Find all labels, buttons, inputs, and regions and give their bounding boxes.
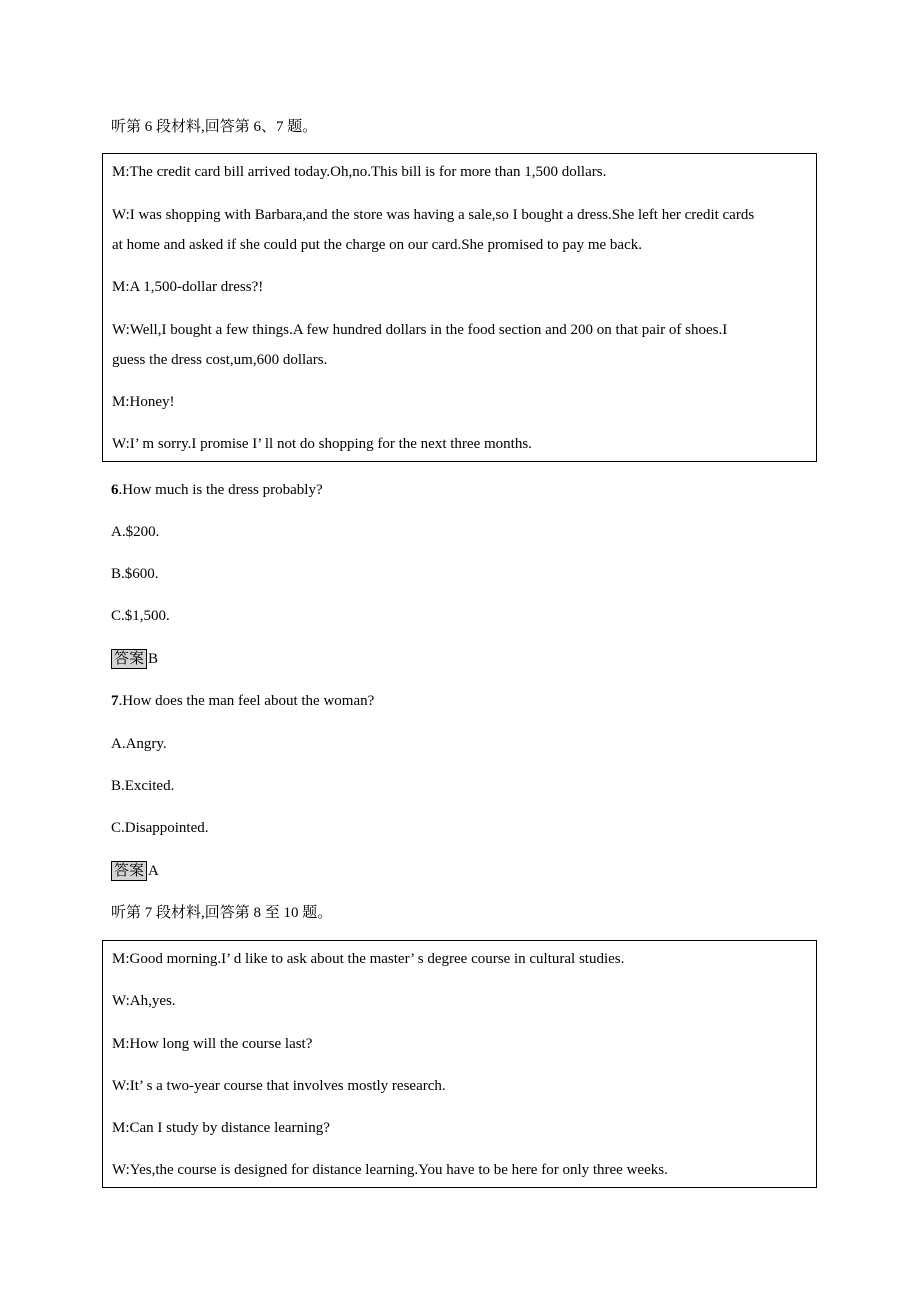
answer-badge: 答案 bbox=[111, 861, 147, 881]
option-c: C.$1,500. bbox=[111, 608, 170, 624]
question-text: .How much is the dress probably? bbox=[118, 482, 323, 498]
answer-6 bbox=[111, 649, 158, 669]
transcript-line: W:It’ s a two-year course that involves mostly research. bbox=[112, 1078, 446, 1094]
transcript-line: M:A 1,500-dollar dress?! bbox=[112, 279, 264, 295]
transcript-line: W:Yes,the course is designed for distance learning.You have to be here for only three weeks. bbox=[112, 1162, 668, 1178]
transcript-line: M:Honey! bbox=[112, 394, 175, 410]
section-6-heading: 听第 6 段材料,回答第 6、7 题。 bbox=[111, 119, 318, 135]
transcript-line: M:Can I study by distance learning? bbox=[112, 1120, 330, 1136]
section-6-transcript-box bbox=[102, 153, 817, 462]
transcript-line: M:How long will the course last? bbox=[112, 1036, 313, 1052]
question-number: 6 bbox=[111, 482, 119, 498]
transcript-line: W:I’ m sorry.I promise I’ ll not do shopping for the next three months. bbox=[112, 436, 532, 452]
answer-badge: 答案 bbox=[111, 649, 147, 669]
transcript-line: guess the dress cost,um,600 dollars. bbox=[112, 352, 328, 368]
section-7-heading: 听第 7 段材料,回答第 8 至 10 题。 bbox=[111, 905, 333, 921]
option-b: B.Excited. bbox=[111, 778, 175, 794]
answer-7 bbox=[111, 861, 159, 881]
transcript-line: W:Well,I bought a few things.A few hundred dollars in the food section and 200 on that pair of shoes.I bbox=[112, 322, 728, 338]
transcript-line: M:The credit card bill arrived today.Oh,no.This bill is for more than 1,500 dollars. bbox=[112, 164, 607, 180]
question-number: 7 bbox=[111, 693, 119, 709]
question-text: .How does the man feel about the woman? bbox=[118, 693, 375, 709]
answer-value: B bbox=[148, 651, 159, 667]
transcript-line: M:Good morning.I’ d like to ask about the master’ s degree course in cultural studies. bbox=[112, 951, 625, 967]
transcript-line: W:I was shopping with Barbara,and the store was having a sale,so I bought a dress.She left her credit cards bbox=[112, 207, 755, 223]
section-7-transcript-box bbox=[102, 940, 817, 1188]
option-b: B.$600. bbox=[111, 566, 159, 582]
option-a: A.Angry. bbox=[111, 736, 167, 752]
transcript-line: at home and asked if she could put the charge on our card.She promised to pay me back. bbox=[112, 237, 642, 253]
question-6 bbox=[111, 480, 323, 500]
transcript-line: W:Ah,yes. bbox=[112, 993, 176, 1009]
answer-value: A bbox=[148, 863, 159, 879]
question-7 bbox=[111, 691, 374, 711]
option-a: A.$200. bbox=[111, 524, 160, 540]
option-c: C.Disappointed. bbox=[111, 820, 209, 836]
